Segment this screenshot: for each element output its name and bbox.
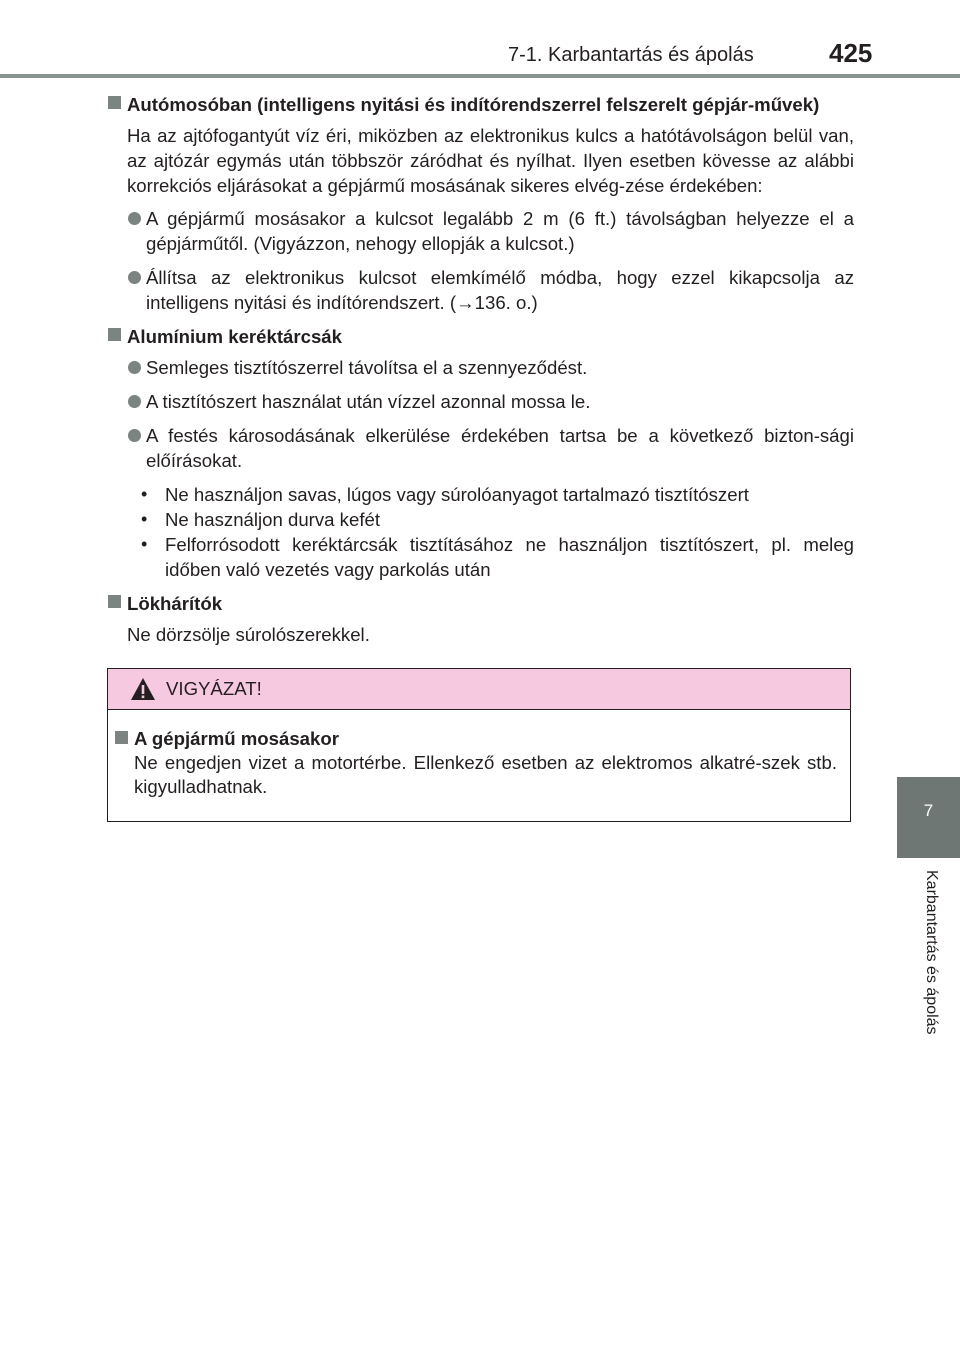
circle-bullet-icon	[128, 395, 141, 408]
section-heading-text: Alumínium keréktárcsák	[127, 326, 342, 347]
sub-list-item	[127, 507, 854, 532]
warning-text: Ne engedjen vizet a motortérbe. Ellenkező esetben az elektromos alkatré-szek stb. kigyulladhatnak.	[134, 752, 837, 797]
sub-list-item-text: Felforrósodott keréktárcsák tisztításához ne használjon tisztítószert, pl. meleg időben való vezetés vagy parkolás után	[165, 534, 854, 580]
header-title: 7-1. Karbantartás és ápolás	[508, 44, 754, 66]
square-bullet-icon	[108, 328, 121, 341]
sub-list-item	[127, 482, 854, 507]
list-item	[108, 206, 854, 256]
warning-heading-text: A gépjármű mosásakor	[134, 728, 339, 749]
sub-list-item	[127, 532, 854, 582]
list-item	[108, 389, 854, 414]
sub-list-item-text: Ne használjon savas, lúgos vagy súrolóanyagot tartalmazó tisztítószert	[165, 484, 749, 505]
sub-list	[108, 482, 854, 582]
square-bullet-icon	[108, 96, 121, 109]
page-number: 425	[829, 38, 873, 68]
warning-body	[115, 727, 837, 799]
dot-bullet-icon: •	[141, 509, 148, 529]
list-item	[108, 265, 854, 315]
list-item-text: A tisztítószert használat után vízzel azonnal mossa le.	[146, 391, 591, 412]
circle-bullet-icon	[128, 361, 141, 374]
car-wash-paragraph: Ha az ajtófogantyút víz éri, miközben az elektronikus kulcs a hatótávolságon belül van, az ajtózár egymás után többször záródhat és nyílhat. Ilyen esetben kövesse az alábbi korrekciós eljárásokat a gépjármű mosásának sikeres elvég-zése érdekében:	[127, 125, 854, 196]
warning-box	[107, 668, 851, 822]
list-item	[108, 423, 854, 473]
section-heading-bumpers	[108, 591, 854, 616]
square-bullet-icon	[115, 731, 128, 744]
circle-bullet-icon	[128, 271, 141, 284]
chapter-label-text: Karbantartás és ápolás	[923, 870, 940, 1035]
list-item-text: A festés károsodásának elkerülése érdekében tartsa be a következő bizton-sági előírásokat.	[146, 425, 854, 471]
list-item-text: Állítsa az elektronikus kulcsot elemkímélő módba, hogy ezzel kikapcsolja az intelligens nyitási és indítórendszert. (→136. o.)	[146, 267, 854, 313]
warning-title: VIGYÁZAT!	[166, 678, 262, 699]
dot-bullet-icon: •	[141, 484, 148, 504]
square-bullet-icon	[108, 595, 121, 608]
list-item	[108, 355, 854, 380]
section-heading-aluminum-wheels	[108, 324, 854, 349]
warning-triangle-icon	[130, 677, 156, 701]
section-heading-car-wash	[108, 92, 854, 117]
dot-bullet-icon: •	[141, 534, 148, 554]
list-item-text: A gépjármű mosásakor a kulcsot legalább 2 m (6 ft.) távolságban helyezze el a gépjárműtől. (Vigyázzon, nehogy ellopják a kulcsot.)	[146, 208, 854, 254]
main-content	[108, 92, 854, 655]
section-heading-text: Autómosóban (intelligens nyitási és indítórendszerrel felszerelt gépjár-művek)	[127, 94, 820, 115]
circle-bullet-icon	[128, 429, 141, 442]
chapter-tab	[897, 777, 960, 858]
warning-heading	[115, 727, 837, 751]
bumpers-paragraph: Ne dörzsölje súrolószerekkel.	[127, 624, 370, 645]
warning-header	[108, 669, 850, 710]
circle-bullet-icon	[128, 212, 141, 225]
chapter-side-label	[922, 870, 944, 1080]
chapter-number: 7	[923, 801, 934, 820]
sub-list-item-text: Ne használjon durva kefét	[165, 509, 380, 530]
section-heading-text: Lökhárítók	[127, 593, 223, 614]
list-item-text: Semleges tisztítószerrel távolítsa el a szennyeződést.	[146, 357, 588, 378]
header-rule	[0, 74, 960, 78]
